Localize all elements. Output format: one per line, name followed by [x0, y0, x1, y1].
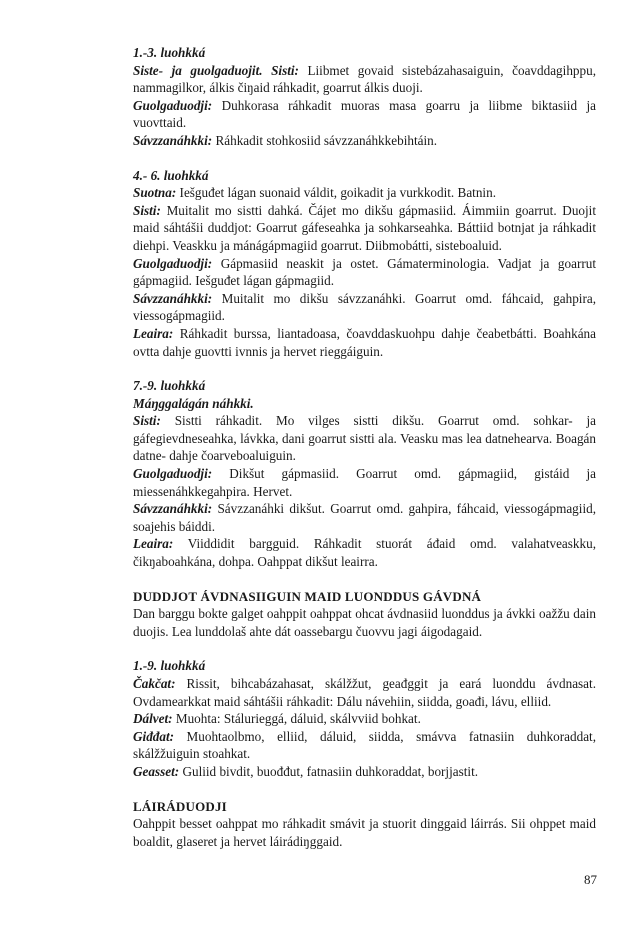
paragraph-label: Guolgaduodji:: [133, 97, 213, 113]
section-ceramics: [133, 798, 596, 851]
section-natural-materials: [133, 588, 596, 641]
paragraph: [133, 184, 596, 202]
section-heading: 1.-3. luohkká: [133, 45, 206, 60]
paragraph: [133, 710, 596, 728]
paragraph-label: Sisti:: [133, 202, 161, 218]
paragraph-text: Sistti ráhkadit. Mo vilges sistti dikšu. Goarrut omd. sohkar- ja gáfegievdneseahka, lávkka, dani goarrut sistti ala. Veasku mas lea datnehearva. Boagán datne- dahje čoarveboaluiguin.: [133, 413, 597, 464]
section-intro: Oahppit besset oahppat mo ráhkadit smávit ja stuorit dinggaid láirrás. Sii ohppet maid boaldit, glaseret ja hervet láirádiŋggaid.: [133, 816, 596, 849]
paragraph-label: Sávzzanáhkki:: [133, 132, 213, 148]
section-grades-1-9: [133, 657, 596, 780]
paragraph-text: Gápmasiid neaskit ja ostet. Gámaterminologia. Vadjat ja goarrut gápmagiid. Iešguđet lágan gápmagiid.: [133, 255, 597, 289]
section-caps-heading: LÁIRÁDUODJI: [133, 798, 227, 814]
paragraph: [133, 202, 596, 255]
page-number: 87: [584, 872, 597, 887]
paragraph-text: Viiddidit bargguid. Ráhkadit stuorát áđaid omd. valahatveaskku, čikŋaboahkána, dohpa. Oahppat dikšut leairra.: [133, 536, 596, 570]
paragraph-label: Geasset:: [133, 763, 180, 779]
paragraph: [133, 763, 596, 781]
paragraph-text: Sávzzanáhki dikšut. Goarrut omd. gahpira, fáhcaid, viessogápmagiid, soajehis báiddi.: [133, 501, 596, 534]
paragraph-label: Suotna:: [133, 185, 177, 201]
paragraph-text: Rissit, bihcabázahasat, skálžžut, geađggit ja eará luonddu ávdnasat. Ovdamearkkat maid sáhtášii ráhkadit: Dálu návehiin, siidda, goađi, lávu, elliid.: [133, 676, 596, 709]
paragraph: [133, 728, 596, 763]
paragraph-label: Sisti:: [133, 413, 161, 429]
section-intro: Dan barggu bokte galget oahppit oahppat ohcat ávdnasiid luonddus ja ávkki oažžu dain duojis. Lea lunddolaš ahte dát oassebargu čuovvu jagi áigodagaid.: [133, 606, 596, 639]
paragraph: [133, 97, 596, 132]
paragraph-text: Liibmet govaid sistebázahasaiguin, čoavddagihppu, nammagilkor, álkis čiŋaid ráhkadit, goarrut álkis duoji.: [133, 62, 596, 96]
paragraph-text: Duhkorasa ráhkadit muoras masa goarru ja liibme biktasiid ja vuovttaid.: [133, 97, 597, 131]
paragraph-text: Guliid bivdit, buođđut, fatnasiin duhkoraddat, borjjastit.: [182, 763, 479, 779]
paragraph-text: Ráhkadit burssa, liantadoasa, čoavddaskuohpu dahje čeabetbátti. Boahkána ovtta dahje guovtti ivnnis ja hervet rieggáiguin.: [133, 325, 596, 359]
section-grades-4-6: [133, 167, 596, 361]
paragraph-label: Siste- ja guolgaduojit. Sisti:: [133, 62, 299, 78]
paragraph: [133, 325, 596, 360]
section-caps-heading: DUDDJOT ÁVDNASIIGUIN MAID LUONDDUS GÁVDNÁ: [133, 588, 482, 604]
paragraph-text: Muohtaolbmo, elliid, dáluid, siidda, smávva fatnasiin duhkoraddat, skálžžuiguin stoahkat.: [133, 728, 597, 762]
paragraph-label: Dálvet:: [133, 711, 173, 727]
paragraph: [133, 500, 596, 535]
paragraph-text: Iešguđet lágan suonaid váldit, goikadit ja vurkkodit. Batnin.: [179, 185, 496, 201]
section-heading: 4.- 6. luohkká: [133, 167, 209, 183]
paragraph-label: Giđđat:: [133, 728, 175, 744]
paragraph: [133, 290, 596, 325]
paragraph-text: Ráhkadit stohkosiid sávzzanáhkkebihtáin.: [215, 132, 438, 148]
paragraph: [133, 255, 596, 290]
paragraph-label: Sávzzanáhkki:: [133, 290, 213, 306]
section-subheading: Máŋggalágán náhkki.: [133, 395, 254, 411]
paragraph: [133, 675, 596, 710]
paragraph: [133, 132, 596, 150]
paragraph: [133, 535, 596, 570]
paragraph-text: Muohta: Stálurieggá, dáluid, skálvviid bohkat.: [175, 711, 421, 727]
section-grades-7-9: [133, 377, 596, 571]
paragraph: [133, 465, 596, 500]
paragraph-label: Guolgaduodji:: [133, 255, 213, 271]
paragraph: [133, 62, 596, 97]
section-heading: 1.-9. luohkká: [133, 658, 206, 674]
paragraph-text: Muitalit mo sistti dahká. Čájet mo dikšu gápmasiid. Áimmiin goarrut. Duojit maid sáhtášii duddjot: Goarrut gáfeseahka ja sohkarseahka. Báttiid botnjat ja ráhkadit diehpi. Veaskku ja mánágápmagiid goarrut. Diibmobátti, sisteboaluid.: [133, 202, 597, 253]
paragraph-label: Sávzzanáhkki:: [133, 501, 213, 517]
paragraph-label: Guolgaduodji:: [133, 466, 213, 482]
section-grades-1-3: [133, 44, 596, 150]
paragraph-text: Dikšut gápmasiid. Goarrut omd. gápmagiid, gistáid ja miessenáhkkegahpira. Hervet.: [133, 466, 597, 499]
paragraph: [133, 412, 596, 465]
paragraph-label: Leaira:: [133, 325, 174, 341]
paragraph-label: Leaira:: [133, 536, 174, 552]
paragraph-label: Čakčat:: [133, 676, 176, 691]
paragraph-text: Muitalit mo dikšu sávzzanáhki. Goarrut omd. fáhcaid, gahpira, viessogápmagiid.: [133, 290, 596, 324]
section-heading: 7.-9. luohkká: [133, 378, 206, 394]
